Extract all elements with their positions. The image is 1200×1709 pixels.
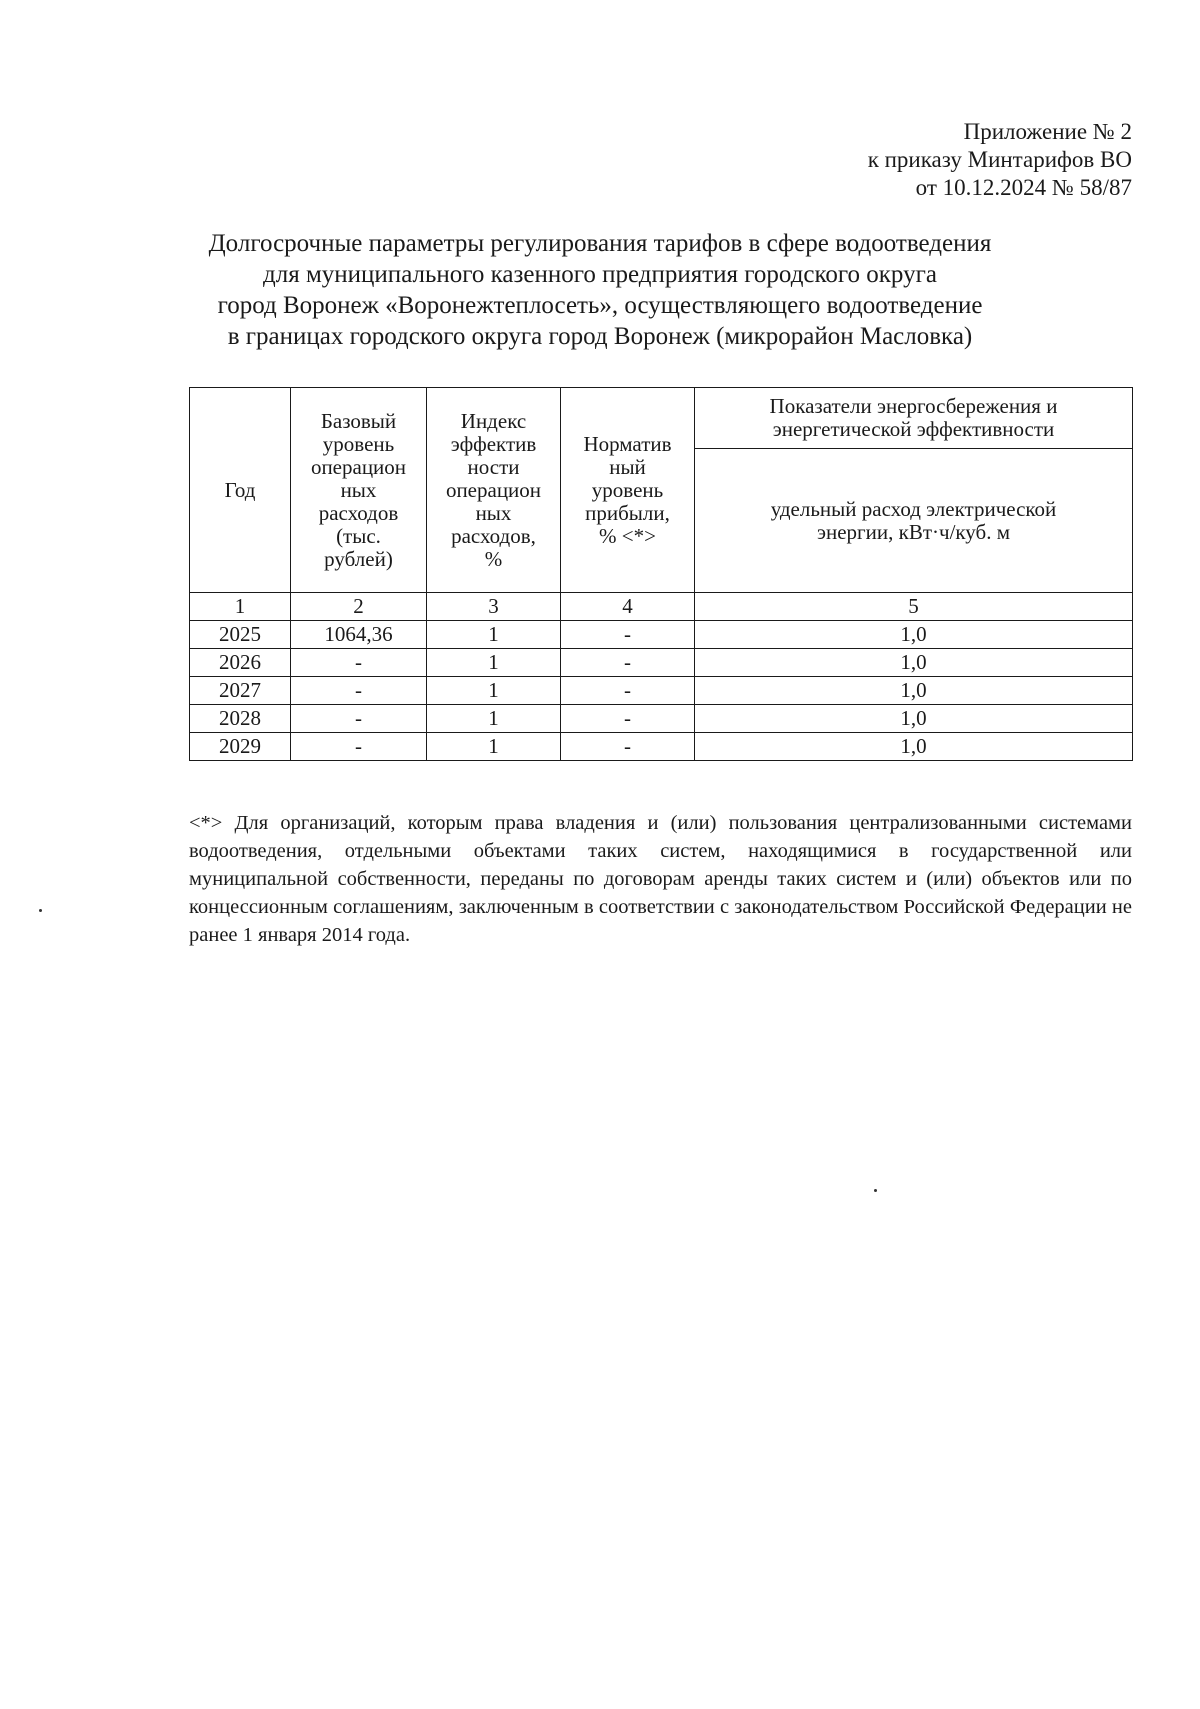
table-row: [190, 621, 1133, 649]
header-line: операцион: [310, 454, 407, 479]
header-line: Показатели энергосбережения и: [769, 394, 1058, 418]
profit-cell: -: [561, 733, 695, 761]
energy-cell: 1,0: [695, 705, 1133, 733]
header-line: %: [484, 546, 503, 571]
title-line: для муниципального казенного предприятия городского округа: [263, 261, 937, 288]
document-title: [150, 228, 1050, 352]
energy-cell: 1,0: [695, 649, 1133, 677]
energy-cell: 1,0: [695, 621, 1133, 649]
table-header-row: [190, 388, 1133, 449]
header-line: эффектив: [450, 431, 537, 456]
appendix-order: к приказу Минтарифов ВО: [867, 147, 1132, 172]
year-cell: 2027: [190, 677, 291, 705]
header-line: операцион: [445, 477, 542, 502]
table-row: [190, 705, 1133, 733]
column-number: 2: [291, 593, 427, 621]
column-number: 4: [561, 593, 695, 621]
header-line: Базовый: [320, 408, 397, 433]
year-cell: 2029: [190, 733, 291, 761]
year-cell: 2026: [190, 649, 291, 677]
year-cell: 2028: [190, 705, 291, 733]
header-efficiency-index: [427, 388, 561, 593]
title-line: Долгосрочные параметры регулирования тарифов в сфере водоотведения: [208, 230, 992, 257]
base-cell: -: [291, 649, 427, 677]
profit-cell: -: [561, 649, 695, 677]
scan-speck: [874, 1189, 877, 1192]
appendix-number: Приложение № 2: [963, 119, 1132, 144]
year-cell: 2025: [190, 621, 291, 649]
header-line: Индекс: [460, 408, 527, 433]
header-line: прибыли,: [585, 500, 670, 525]
header-line: % <*>: [599, 523, 656, 548]
profit-cell: -: [561, 621, 695, 649]
energy-cell: 1,0: [695, 677, 1133, 705]
header-line: ных: [340, 477, 377, 502]
scan-speck: [39, 909, 42, 912]
header-line: удельный расход электрической: [770, 496, 1057, 521]
header-line: Норматив: [583, 431, 672, 456]
appendix-date: от 10.12.2024 № 58/87: [915, 175, 1132, 200]
parameters-table: [189, 387, 1133, 761]
header-line: ный: [609, 454, 646, 479]
index-cell: 1: [427, 705, 561, 733]
base-cell: -: [291, 677, 427, 705]
header-line: ности: [467, 454, 520, 479]
header-year: Год: [190, 388, 291, 593]
header-line: уровень: [322, 431, 395, 456]
header-line: энергии, кВт·ч/куб. м: [816, 519, 1011, 544]
header-line: (тыс.: [336, 523, 381, 548]
index-cell: 1: [427, 649, 561, 677]
header-line: энергетической эффективности: [772, 417, 1055, 441]
index-cell: 1: [427, 677, 561, 705]
column-number: 3: [427, 593, 561, 621]
column-number: 1: [190, 593, 291, 621]
appendix-reference: [868, 118, 1132, 202]
header-profit-level: [561, 388, 695, 593]
base-cell: 1064,36: [291, 621, 427, 649]
title-line: город Воронеж «Воронежтеплосеть», осуществляющего водоотведение: [217, 292, 983, 319]
header-energy-consumption: [695, 449, 1133, 593]
header-line: уровень: [591, 477, 664, 502]
column-number-row: [190, 593, 1133, 621]
base-cell: -: [291, 705, 427, 733]
index-cell: 1: [427, 733, 561, 761]
title-line: в границах городского округа город Воронеж (микрорайон Масловка): [227, 323, 973, 350]
table-row: [190, 733, 1133, 761]
header-line: рублей): [324, 546, 393, 571]
header-line: расходов: [318, 500, 399, 525]
table-row: [190, 677, 1133, 705]
base-cell: -: [291, 733, 427, 761]
profit-cell: -: [561, 705, 695, 733]
table-row: [190, 649, 1133, 677]
profit-cell: -: [561, 677, 695, 705]
header-line: ных: [475, 500, 512, 525]
header-energy-group: [695, 388, 1133, 449]
index-cell: 1: [427, 621, 561, 649]
header-line: расходов,: [451, 523, 536, 548]
header-base-level: [291, 388, 427, 593]
column-number: 5: [695, 593, 1133, 621]
footnote: <*> Для организаций, которым права владения и (или) пользования централизованными системами водоотведения, отдельными объектами таких систем, находящимися в государственной или муниципальной собственности, переданы по договорам аренды таких систем и (или) объектов или по концессионным соглашениям, заключенным в соответствии с законодательством Российской Федерации не ранее 1 января 2014 года.: [189, 811, 1132, 946]
energy-cell: 1,0: [695, 733, 1133, 761]
